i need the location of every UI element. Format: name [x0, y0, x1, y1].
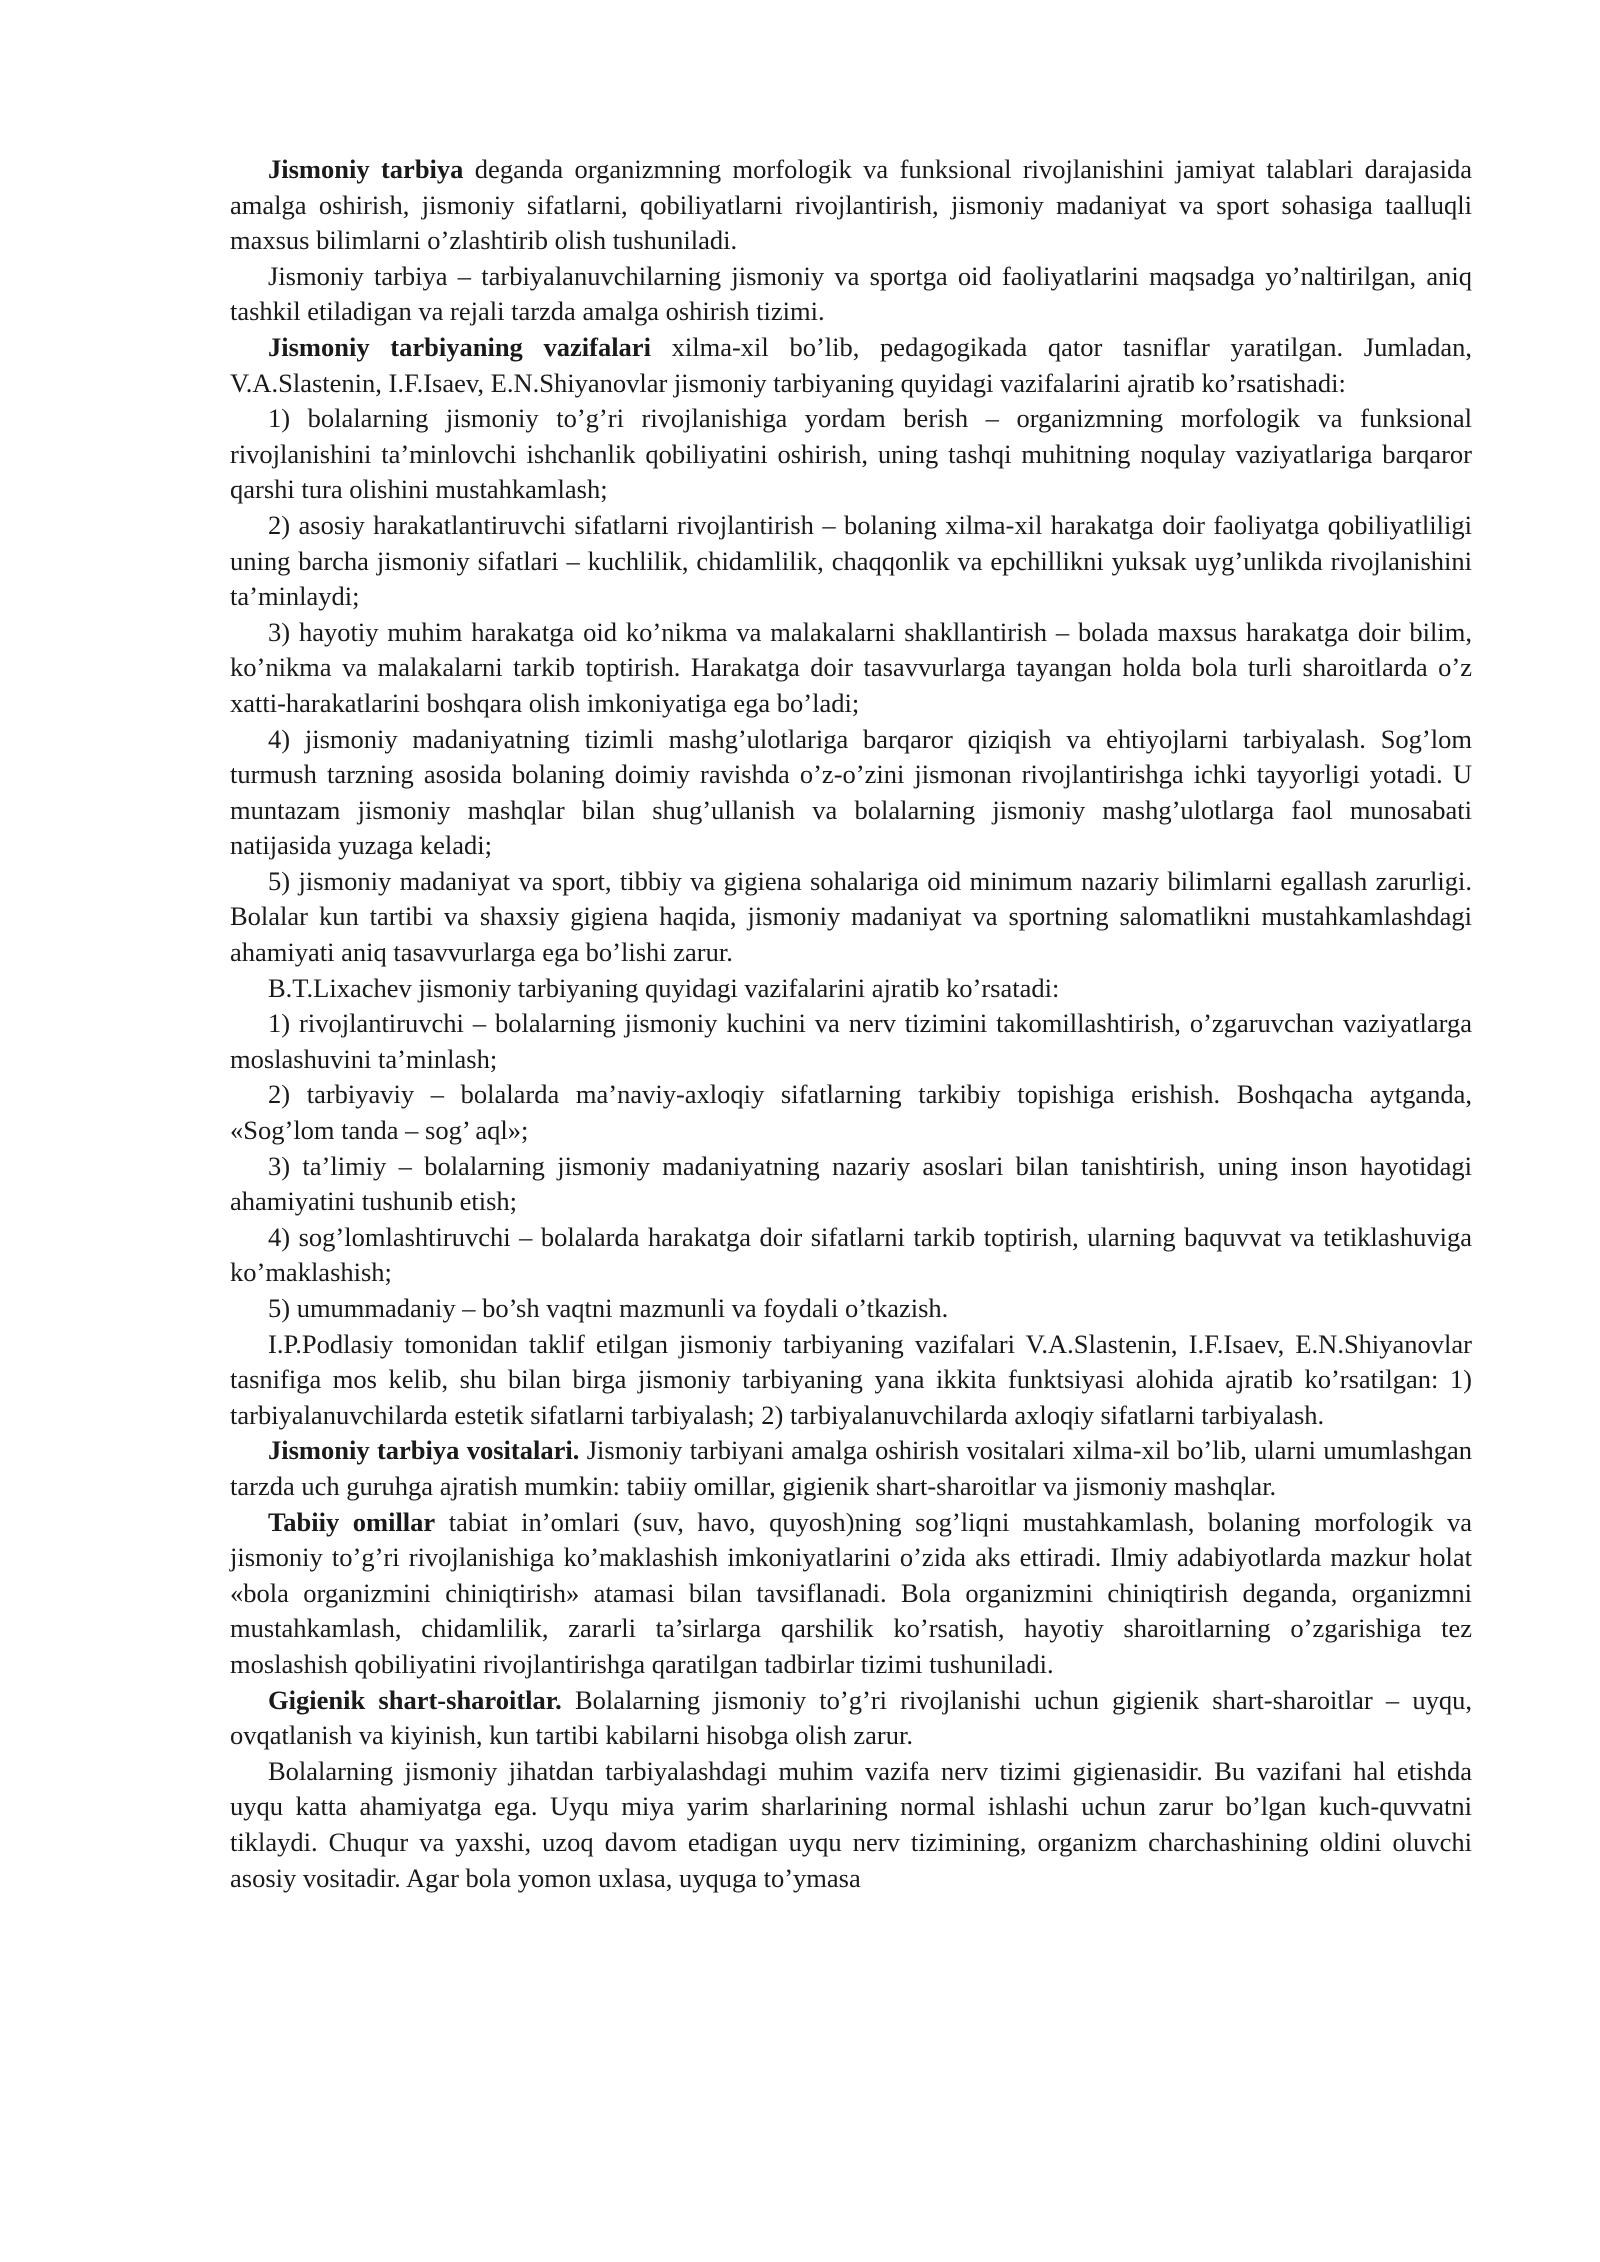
- paragraph-text: Jismoniy tarbiya – tarbiyalanuvchilarning jismoniy va sportga oid faoliyatlarini maqsadga yo’naltirilgan, aniq tashkil etiladigan va rejali tarzda amalga oshirish tizimi.: [230, 260, 1472, 327]
- paragraph-text: tabiat in’omlari (suv, havo, quyosh)ning sog’liqni mustahkamlash, bolaning morfologik va jismoniy to’g’ri rivojlanishiga ko’maklashish imkoniyatlarini o’zida aks ettiradi. Ilmiy adabiyotlarda mazkur holat «bola organizmini chiniqtirish» atamasi bilan tavsiflanadi. Bola organizmini chiniqtirish deganda, organizmni mustahkamlash, chidamlilik, zararli ta’sirlarga qarshilik ko’rsatish, hayotiy sharoitlarning o’zgarishiga tez moslashish qobiliyatini rivojlantirishga qaratilgan tadbirlar tizimi tushuniladi.: [230, 1506, 1472, 1679]
- paragraph-text: B.T.Lixachev jismoniy tarbiyaning quyidagi vazifalarini ajratib ko’rsatadi:: [268, 972, 1060, 1003]
- paragraph-text: 5) jismoniy madaniyat va sport, tibbiy va gigiena sohalariga oid minimum nazariy bilimlarni egallash zarurligi. Bolalar kun tartibi va shaxsiy gigiena haqida, jismoniy madaniyat va sportning salomatlikni mustahkamlashdagi ahamiyati aniq tasavvurlarga ega bo’lishi zarur.: [230, 865, 1472, 968]
- paragraph-text: Jismoniy tarbiyani amalga oshirish vositalari xilma-xil bo’lib, ularni umumlashgan tarzda uch guruhga ajratish mumkin: tabiiy omillar, gigienik shart-sharoitlar va jismoniy mashqlar.: [230, 1435, 1472, 1501]
- paragraph-bold-term: Jismoniy tarbiyaning vazifalari: [268, 331, 651, 362]
- paragraph: [230, 259, 1472, 330]
- paragraph: [230, 1754, 1472, 1896]
- paragraph: [230, 1327, 1472, 1434]
- paragraph: [230, 1077, 1472, 1148]
- paragraph-text: deganda organizmning morfologik va funksional rivojlanishini jamiyat talablari darajasida amalga oshirish, jismoniy sifatlarni, qobiliyatlarni rivojlantirish, jismoniy madaniyat va sport sohasiga taalluqli maxsus bilimlarni o’zlashtirib olish tushuniladi.: [230, 154, 1472, 256]
- paragraph-bold-term: Jismoniy tarbiya vositalari.: [268, 1435, 580, 1466]
- paragraph-text: xilma-xil bo’lib, pedagogikada qator tasniflar yaratilgan. Jumladan, V.A.Slastenin, I.F.Isaev, E.N.Shiyanovlar jismoniy tarbiyaning quyidagi vazifalarini ajratib ko’rsatishadi:: [230, 331, 1472, 398]
- paragraph: [230, 1433, 1472, 1504]
- paragraph-bold-term: Jismoniy tarbiya: [268, 154, 464, 184]
- paragraph: [230, 971, 1472, 1007]
- document-body: [230, 152, 1472, 1896]
- paragraph: [230, 864, 1472, 971]
- paragraph: [230, 152, 1472, 259]
- paragraph: [230, 1149, 1472, 1220]
- paragraph-text: 2) asosiy harakatlantiruvchi sifatlarni rivojlantirish – bolaning xilma-xil harakatga doir faoliyatga qobiliyatliligi uning barcha jismoniy sifatlari – kuchlilik, chidamlilik, chaqqonlik va epchillikni yuksak uyg’unlikda rivojlanishini ta’minlaydi;: [230, 509, 1472, 612]
- paragraph-text: 5) umummadaniy – bo’sh vaqtni mazmunli va foydali o’tkazish.: [268, 1293, 949, 1323]
- paragraph-text: 1) rivojlantiruvchi – bolalarning jismoniy kuchini va nerv tizimini takomillashtirish, o’zgaruvchan vaziyatlarga moslashuvini ta’minlash;: [230, 1008, 1472, 1074]
- paragraph-text: 4) jismoniy madaniyatning tizimli mashg’ulotlariga barqaror qiziqish va ehtiyojlarni tarbiyalash. Sog’lom turmush tarzning asosida bolaning doimiy ravishda o’z-o’zini jismonan rivojlantirishga ichki tayyorligi yotadi. U muntazam jismoniy mashqlar bilan shug’ullanish va bolalarning jismoniy mashg’ulotlarga faol munosabati natijasida yuzaga keladi;: [230, 723, 1472, 861]
- paragraph: [230, 722, 1472, 864]
- paragraph: [230, 1505, 1472, 1683]
- paragraph-text: 3) ta’limiy – bolalarning jismoniy madaniyatning nazariy asoslari bilan tanishtirish, uning inson hayotidagi ahamiyatini tushunib etish;: [230, 1150, 1472, 1217]
- paragraph-text: 1) bolalarning jismoniy to’g’ri rivojlanishiga yordam berish – organizmning morfologik va funksional rivojlanishini ta’minlovchi ishchanlik qobiliyatini oshirish, uning tashqi muhitning noqulay vaziyatlariga barqaror qarshi tura olishini mustahkamlash;: [230, 403, 1472, 505]
- paragraph-bold-term: Tabiiy omillar: [268, 1506, 436, 1537]
- paragraph: [230, 615, 1472, 722]
- paragraph: [230, 508, 1472, 615]
- paragraph: [230, 1683, 1472, 1754]
- paragraph: [230, 330, 1472, 401]
- paragraph-bold-term: Gigienik shart-sharoitlar.: [268, 1684, 562, 1715]
- paragraph-text: 3) hayotiy muhim harakatga oid ko’nikma va malakalarni shakllantirish – bolada maxsus harakatga doir bilim, ko’nikma va malakalarni tarkib toptirish. Harakatga doir tasavvurlarga tayangan holda bola turli sharoitlarda o’z xatti-harakatlarini boshqara olish imkoniyatiga ega bo’ladi;: [230, 616, 1472, 718]
- paragraph-text: 4) sog’lomlashtiruvchi – bolalarda harakatga doir sifatlarni tarkib toptirish, ularning baquvvat va tetiklashuviga ko’maklashish;: [230, 1221, 1472, 1288]
- paragraph: [230, 1220, 1472, 1291]
- paragraph-text: 2) tarbiyaviy – bolalarda ma’naviy-axloqiy sifatlarning tarkibiy topishiga erishish. Boshqacha aytganda, «Sog’lom tanda – sog’ aql»;: [230, 1079, 1472, 1146]
- paragraph-text: I.P.Podlasiy tomonidan taklif etilgan jismoniy tarbiyaning vazifalari V.A.Slastenin, I.F.Isaev, E.N.Shiyanovlar tasnifiga mos kelib, shu bilan birga jismoniy tarbiyaning yana ikkita funktsiyasi alohida ajratib ko’rsatilgan: 1) tarbiyalanuvchilarda estetik sifatlarni tarbiyalash; 2) tarbiyalanuvchilarda axloqiy sifatlarni tarbiyalash.: [230, 1328, 1472, 1430]
- paragraph: [230, 1291, 1472, 1327]
- document-page: [230, 152, 1472, 1896]
- paragraph-text: Bolalarning jismoniy to’g’ri rivojlanishi uchun gigienik shart-sharoitlar – uyqu, ovqatlanish va kiyinish, kun tartibi kabilarni hisobga olish zarur.: [230, 1684, 1472, 1751]
- paragraph: [230, 401, 1472, 508]
- paragraph-text: Bolalarning jismoniy jihatdan tarbiyalashdagi muhim vazifa nerv tizimi gigienasidir. Bu vazifani hal etishda uyqu katta ahamiyatga ega. Uyqu miya yarim sharlarining normal ishlashi uchun zarur bo’lgan kuch-quvvatni tiklaydi. Chuqur va yaxshi, uzoq davom etadigan uyqu nerv tizimining, organizm charchashining oldini oluvchi asosiy vositadir. Agar bola yomon uxlasa, uyquga to’ymasa: [230, 1755, 1472, 1893]
- paragraph: [230, 1006, 1472, 1077]
